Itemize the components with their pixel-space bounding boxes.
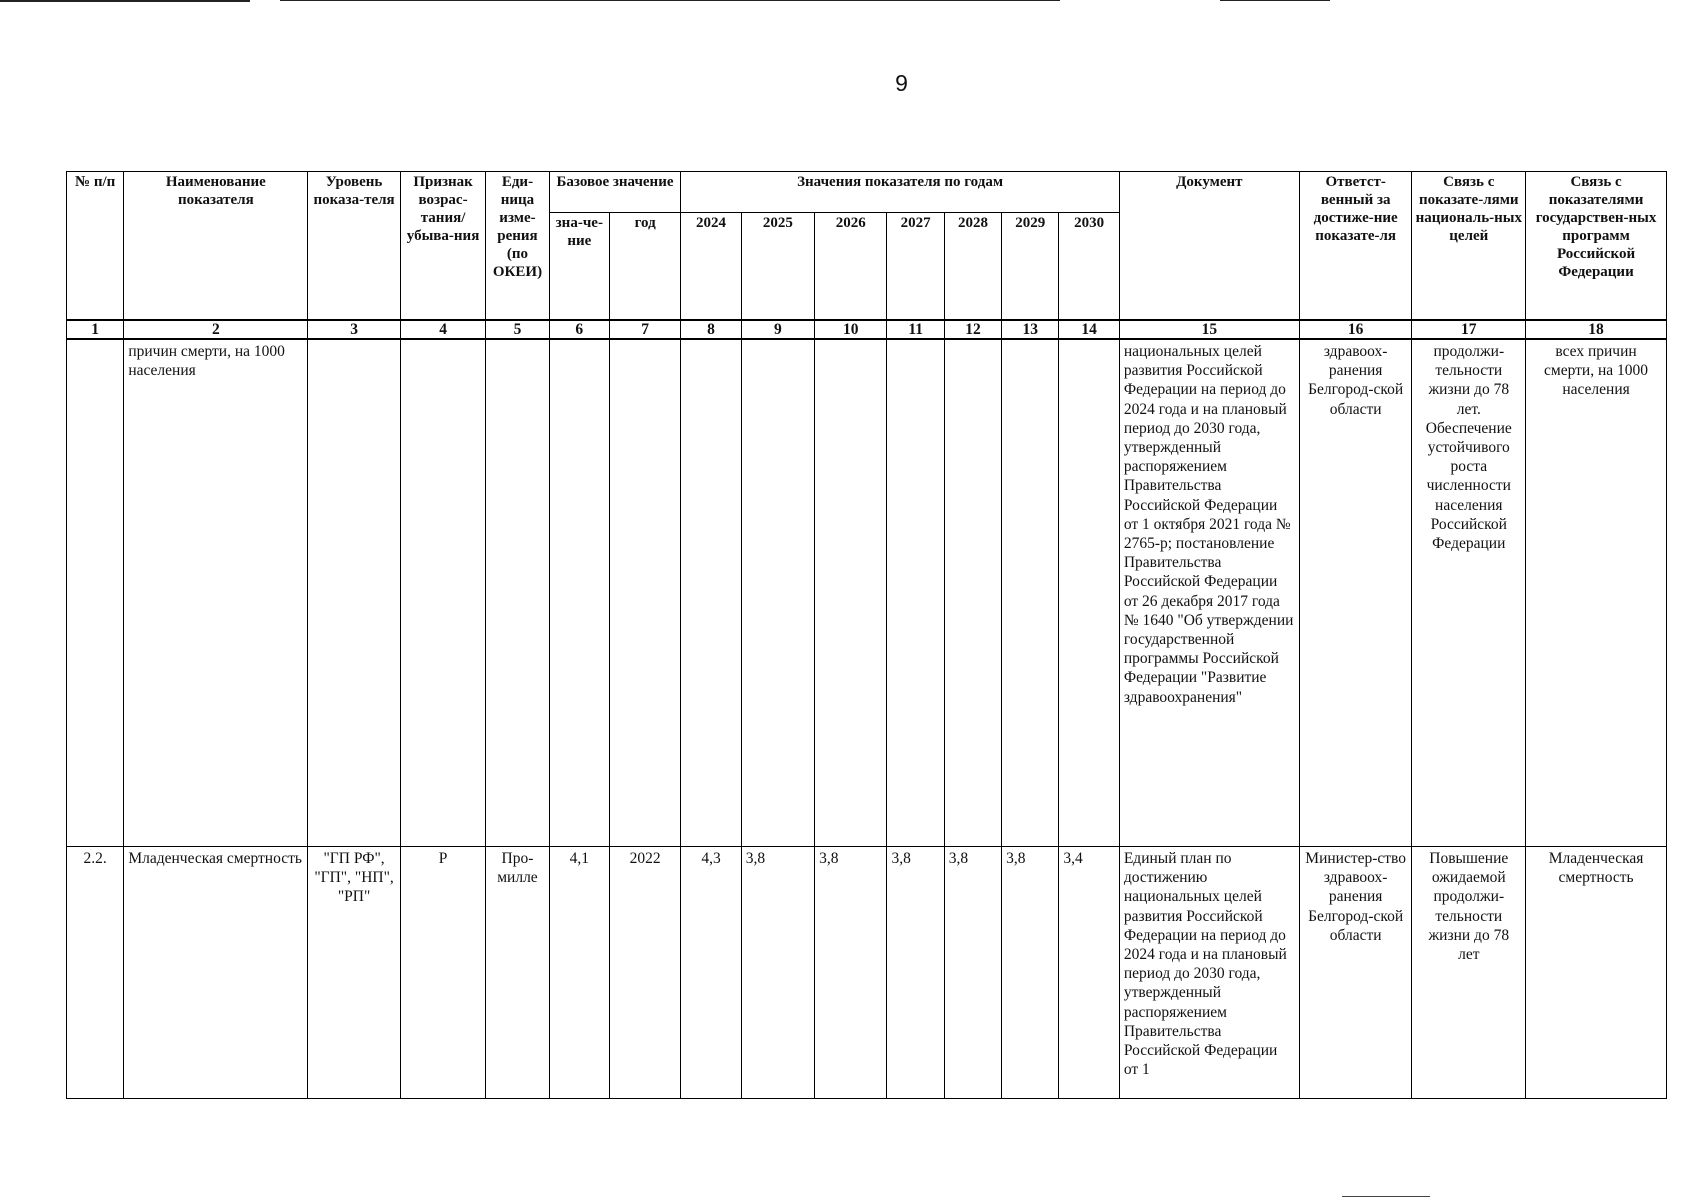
column-numbers-row (67, 320, 1667, 339)
table-row (67, 339, 1667, 847)
cell-unit: Про-милле (486, 847, 549, 1099)
cell-base-year (609, 339, 680, 847)
cell-year-2024: 4,3 (681, 847, 741, 1099)
cell-year-2027: 3,8 (887, 847, 944, 1099)
header-year-2025: 2025 (741, 213, 814, 321)
bottom-rule (1342, 1196, 1430, 1197)
cell-sign (400, 339, 485, 847)
cell-year-2026 (815, 339, 887, 847)
cell-year-2030: 3,4 (1059, 847, 1119, 1099)
cell-year-2029: 3,8 (1002, 847, 1059, 1099)
header-row-top (67, 172, 1667, 213)
column-number: 6 (549, 320, 609, 339)
header-year-2030: 2030 (1059, 213, 1119, 321)
header-name: Наименование показателя (124, 172, 308, 321)
top-rule-middle (280, 0, 1060, 1)
header-years-group: Значения показателя по годам (681, 172, 1119, 213)
cell-sign: Р (400, 847, 485, 1099)
header-base: Базовое значение (549, 172, 681, 213)
header-year-2027: 2027 (887, 213, 944, 321)
header-year-2029: 2029 (1002, 213, 1059, 321)
top-rule-right (1220, 0, 1330, 1)
cell-national-goals: продолжи-тельности жизни до 78 лет. Обеспечение устойчивого роста численности населения Российской Федерации (1412, 339, 1526, 847)
header-year-2026: 2026 (815, 213, 887, 321)
cell-num: 2.2. (67, 847, 124, 1099)
cell-year-2027 (887, 339, 944, 847)
cell-unit (486, 339, 549, 847)
header-responsible: Ответст-венный за достиже-ние показате-ля (1299, 172, 1412, 321)
header-num: № п/п (67, 172, 124, 321)
cell-base-year: 2022 (609, 847, 680, 1099)
header-base-value: зна-че-ние (549, 213, 609, 321)
cell-state-programs: всех причин смерти, на 1000 населения (1526, 339, 1667, 847)
indicators-table (66, 171, 1667, 1099)
cell-year-2025 (741, 339, 814, 847)
column-number: 18 (1526, 320, 1667, 339)
cell-year-2025: 3,8 (741, 847, 814, 1099)
cell-year-2026: 3,8 (815, 847, 887, 1099)
cell-year-2028 (944, 339, 1001, 847)
cell-name: причин смерти, на 1000 населения (124, 339, 308, 847)
column-number: 17 (1412, 320, 1526, 339)
header-year-2028: 2028 (944, 213, 1001, 321)
header-level: Уровень показа-теля (308, 172, 401, 321)
column-number: 3 (308, 320, 401, 339)
cell-level (308, 339, 401, 847)
cell-num (67, 339, 124, 847)
cell-year-2030 (1059, 339, 1119, 847)
top-rule-left (0, 0, 250, 2)
header-state-programs: Связь с показателями государствен-ных программ Российской Федерации (1526, 172, 1667, 321)
cell-year-2024 (681, 339, 741, 847)
cell-document: Единый план по достижению национальных целей развития Российской Федерации на период до 2024 года и на плановый период до 2030 года, утвержденный распоряжением Правительства Российской Федерации от 1 (1119, 847, 1299, 1099)
cell-state-programs: Младенческая смертность (1526, 847, 1667, 1099)
cell-level: "ГП РФ", "ГП", "НП", "РП" (308, 847, 401, 1099)
header-unit: Еди-ница изме-рения (по ОКЕИ) (486, 172, 549, 321)
column-number: 12 (944, 320, 1001, 339)
cell-responsible: Министер-ство здравоох-ранения Белгород-ской области (1299, 847, 1412, 1099)
cell-year-2028: 3,8 (944, 847, 1001, 1099)
column-number: 8 (681, 320, 741, 339)
cell-year-2029 (1002, 339, 1059, 847)
column-number: 7 (609, 320, 680, 339)
column-number: 4 (400, 320, 485, 339)
header-document: Документ (1119, 172, 1299, 321)
column-number: 1 (67, 320, 124, 339)
column-number: 10 (815, 320, 887, 339)
column-number: 5 (486, 320, 549, 339)
header-sign: Признак возрас-тания/ убыва-ния (400, 172, 485, 321)
cell-base-value: 4,1 (549, 847, 609, 1099)
cell-base-value (549, 339, 609, 847)
column-number: 15 (1119, 320, 1299, 339)
table-row (67, 847, 1667, 1099)
page-number: 9 (895, 70, 908, 96)
column-number: 9 (741, 320, 814, 339)
column-number: 16 (1299, 320, 1412, 339)
cell-document: национальных целей развития Российской Федерации на период до 2024 года и на плановый период до 2030 года, утвержденный распоряжением Правительства Российской Федерации от 1 октября 2021 года № 2765-р; постановление Правительства Российской Федерации от 26 декабря 2017 года № 1640 "Об утверждении государственной программы Российской Федерации "Развитие здравоохранения" (1119, 339, 1299, 847)
header-year-2024: 2024 (681, 213, 741, 321)
column-number: 11 (887, 320, 944, 339)
cell-responsible: здравоох-ранения Белгород-ской области (1299, 339, 1412, 847)
cell-name: Младенческая смертность (124, 847, 308, 1099)
header-national-goals: Связь с показате-лями националь-ных целей (1412, 172, 1526, 321)
cell-national-goals: Повышение ожидаемой продолжи-тельности жизни до 78 лет (1412, 847, 1526, 1099)
column-number: 14 (1059, 320, 1119, 339)
column-number: 13 (1002, 320, 1059, 339)
header-base-year: год (609, 213, 680, 321)
column-number: 2 (124, 320, 308, 339)
